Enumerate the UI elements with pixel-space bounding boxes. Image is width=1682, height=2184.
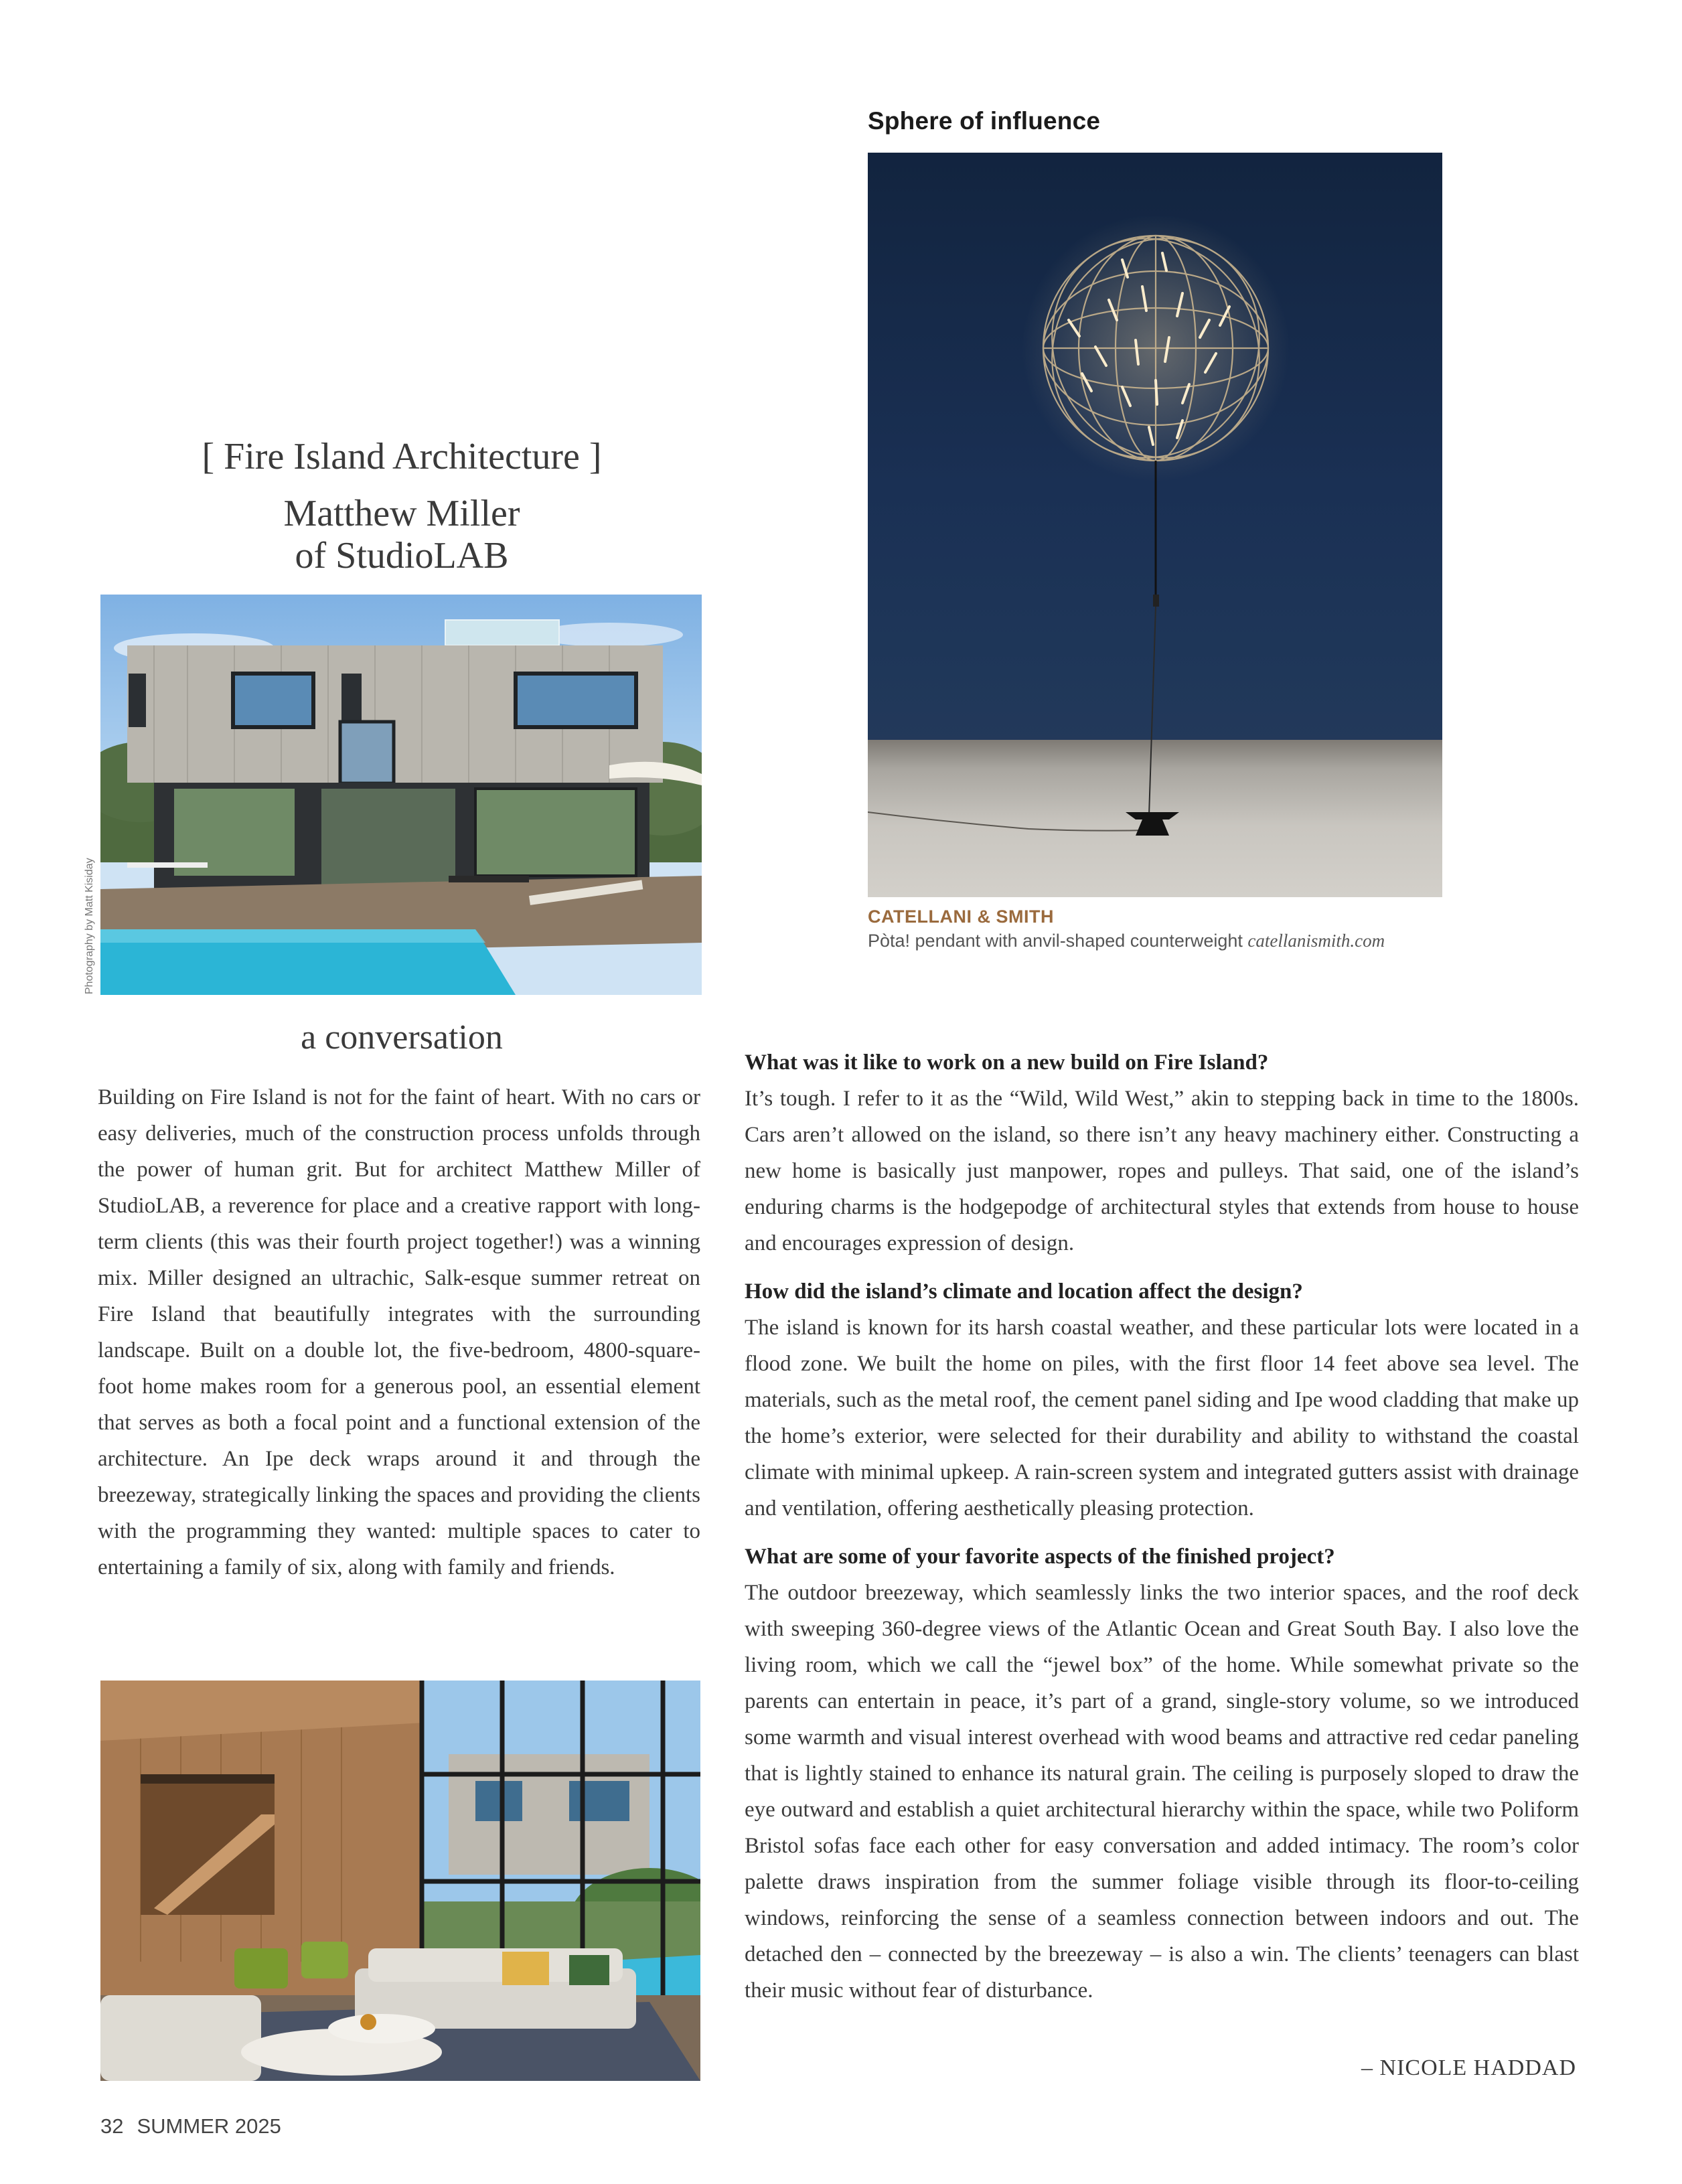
qa-section [745, 1044, 1579, 2021]
caption-brand: CATELLANI & SMITH [868, 907, 1054, 927]
article-title-line1: Matthew Miller [283, 493, 520, 534]
living-room-photo [100, 1681, 700, 2081]
caption-description [868, 931, 1385, 951]
answer-3: The outdoor breezeway, which seamlessly links the two interior spaces, and the roof deck with sweeping 360-degree views of the Atlantic Ocean and Great South Bay. I also love the living room, which we call the “jewel box” of the home. While somewhat private so the parents can entertain in peace, it’s part of a grand, single-story volume, so we introduced some warmth and visual interest overhead with wood beams and attractive red cedar paneling that is lightly stained to enhance its natural grain. The ceiling is purposely sloped to draw the eye outward and establish a quiet architectural hierarchy within the space, while two Poliform Bristol sofas face each other for easy conversation and added intimacy. The room’s color palette draws inspiration from the summer foliage visible through its floor-to-ceiling windows, reinforcing the sense of a seamless connection between indoors and out. The detached den – connected by the breezeway – is also a win. The clients’ teenagers can blast their music without fear of disturbance. [745, 1581, 1579, 2003]
question-3: What are some of your favorite aspects of the finished project? [745, 1545, 1335, 1569]
question-2: How did the island’s climate and location affect the design? [745, 1279, 1303, 1304]
answer-2: The island is known for its harsh coastal weather, and these particular lots were located in a flood zone. We built the home on piles, with the first floor 14 feet above sea level. The materials, such as the metal roof, the cement panel siding and Ipe wood cladding that make up the home’s exterior, were selected for their durability and ability to withstand the coastal climate with minimal upkeep. A rain-screen system and integrated gutters assist with drainage and ventilation, offering aesthetically pleasing protection. [745, 1316, 1579, 1520]
house-exterior-illustration [100, 595, 702, 995]
photo-credit: Photography by Matt Kisiday [84, 858, 95, 994]
article-title-line2: of StudioLAB [295, 535, 509, 576]
question-1: What was it like to work on a new build on Fire Island? [745, 1050, 1269, 1075]
sidebar-heading: Sphere of influence [868, 107, 1101, 135]
sphere-pendant-illustration [868, 153, 1442, 897]
caption-url[interactable]: catellanismith.com [1247, 931, 1385, 951]
house-exterior-photo [100, 595, 702, 995]
section-title: a conversation [301, 1018, 503, 1057]
section-kicker: [ Fire Island Architecture ] [202, 436, 602, 477]
pendant-photo [868, 153, 1442, 897]
caption-desc-text: Pòta! pendant with anvil-shaped counterweight [868, 931, 1243, 951]
answer-1: It’s tough. I refer to it as the “Wild, Wild West,” akin to stepping back in time to the 1800s. Cars aren’t allowed on the island, so there isn’t any heavy machinery either. Constructing a new home is basically just manpower, ropes and pulleys. That said, one of the island’s enduring charms is the hodgepodge of architectural styles that extends from house to house and encourages expression of design. [745, 1087, 1579, 1255]
issue-label: SUMMER 2025 [137, 2114, 281, 2138]
page-footer [100, 2114, 295, 2138]
page-number: 32 [100, 2114, 124, 2138]
intro-paragraph: Building on Fire Island is not for the faint of heart. With no cars or easy deliveries, much of the construction process unfolds through the power of human grit. But for architect Matthew Miller of StudioLAB, a reverence for place and a creative rapport with long-term clients (this was their fourth project together!) was a winning mix. Miller designed an ultrachic, Salk-esque summer retreat on Fire Island that beautifully integrates with the surrounding landscape. Built on a double lot, the five-bedroom, 4800-square-foot home makes room for a generous pool, an essential element that serves as both a focal point and a functional extension of the architecture. An Ipe deck wraps around it and through the breezeway, strategically linking the spaces and providing the clients with the programming they wanted: multiple spaces to cater to entertaining a family of six, along with family and friends. [98, 1085, 700, 1579]
living-room-illustration [100, 1681, 700, 2081]
byline: – NICOLE HADDAD [1361, 2055, 1576, 2080]
